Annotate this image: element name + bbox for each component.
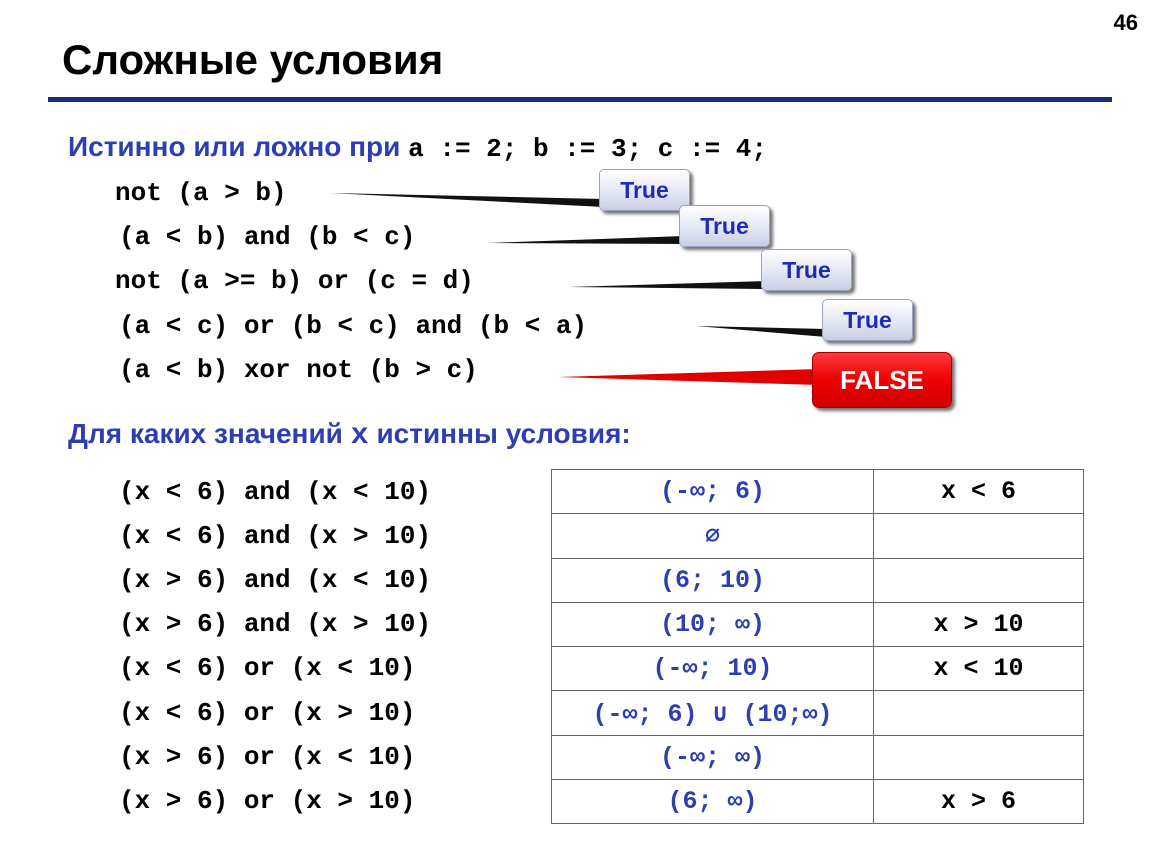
- callout-pointer-5: [558, 369, 818, 385]
- condition-cell: x < 10: [874, 647, 1084, 691]
- callout-pointer-1: [330, 193, 604, 207]
- x-expression: (x < 6) or (x < 10): [119, 653, 416, 683]
- condition-cell: [874, 558, 1084, 602]
- result-callout-3: True: [761, 249, 852, 291]
- table-row: [552, 647, 1084, 691]
- condition-cell: [874, 691, 1084, 735]
- x-expression: (x > 6) or (x < 10): [119, 742, 416, 772]
- interval-cell: ∅: [552, 514, 874, 558]
- table-row: [552, 691, 1084, 735]
- question2-variable: x: [350, 419, 369, 453]
- page-number: 46: [1113, 10, 1138, 35]
- interval-cell: (-∞; ∞): [552, 735, 874, 779]
- expression-2: (a < b) and (b < c): [119, 222, 416, 252]
- result-callout-2: True: [679, 205, 770, 247]
- condition-cell: [874, 735, 1084, 779]
- question2-text-after: истинны условия:: [376, 418, 631, 449]
- condition-cell: x < 6: [874, 470, 1084, 514]
- table-row: [552, 558, 1084, 602]
- callout-pointer-2: [488, 236, 684, 244]
- x-expression: (x > 6) and (x > 10): [119, 609, 432, 639]
- question2-text-before: Для каких значений: [68, 418, 343, 449]
- table-row: [552, 514, 1084, 558]
- table-row: [552, 470, 1084, 514]
- answers-table: [551, 469, 1084, 824]
- slide-title: Сложные условия: [62, 36, 444, 83]
- interval-cell: (6; 10): [552, 558, 874, 602]
- x-expression: (x < 6) and (x > 10): [119, 521, 432, 551]
- expression-4: (a < c) or (b < c) and (b < a): [119, 311, 588, 341]
- callout-pointer-4: [696, 326, 826, 337]
- result-callout-4: True: [822, 299, 913, 341]
- x-expression: (x < 6) or (x > 10): [119, 698, 416, 728]
- expression-1: not (a > b): [115, 178, 287, 208]
- interval-cell: (-∞; 6): [552, 470, 874, 514]
- result-callout-1: True: [599, 169, 690, 211]
- x-expression: (x < 6) and (x < 10): [119, 477, 432, 507]
- interval-cell: (10; ∞): [552, 602, 874, 646]
- variable-assignment: a := 2; b := 3; c := 4;: [408, 134, 767, 164]
- x-expression: (x > 6) and (x < 10): [119, 565, 432, 595]
- table-row: [552, 735, 1084, 779]
- table-row: [552, 780, 1084, 824]
- result-callout-false: FALSE: [812, 352, 952, 408]
- callout-pointer-3: [568, 281, 766, 289]
- interval-cell: (-∞; 6) ∪ (10;∞): [552, 691, 874, 735]
- expression-5: (a < b) xor not (b > c): [119, 355, 478, 385]
- question-text: Истинно или ложно при: [68, 131, 401, 162]
- question-x-values: [68, 418, 631, 453]
- table-row: [552, 602, 1084, 646]
- expression-3: not (a >= b) or (c = d): [115, 266, 474, 296]
- condition-cell: [874, 514, 1084, 558]
- condition-cell: x > 10: [874, 602, 1084, 646]
- interval-cell: (-∞; 10): [552, 647, 874, 691]
- interval-cell: (6; ∞): [552, 780, 874, 824]
- condition-cell: x > 6: [874, 780, 1084, 824]
- x-expression: (x > 6) or (x > 10): [119, 786, 416, 816]
